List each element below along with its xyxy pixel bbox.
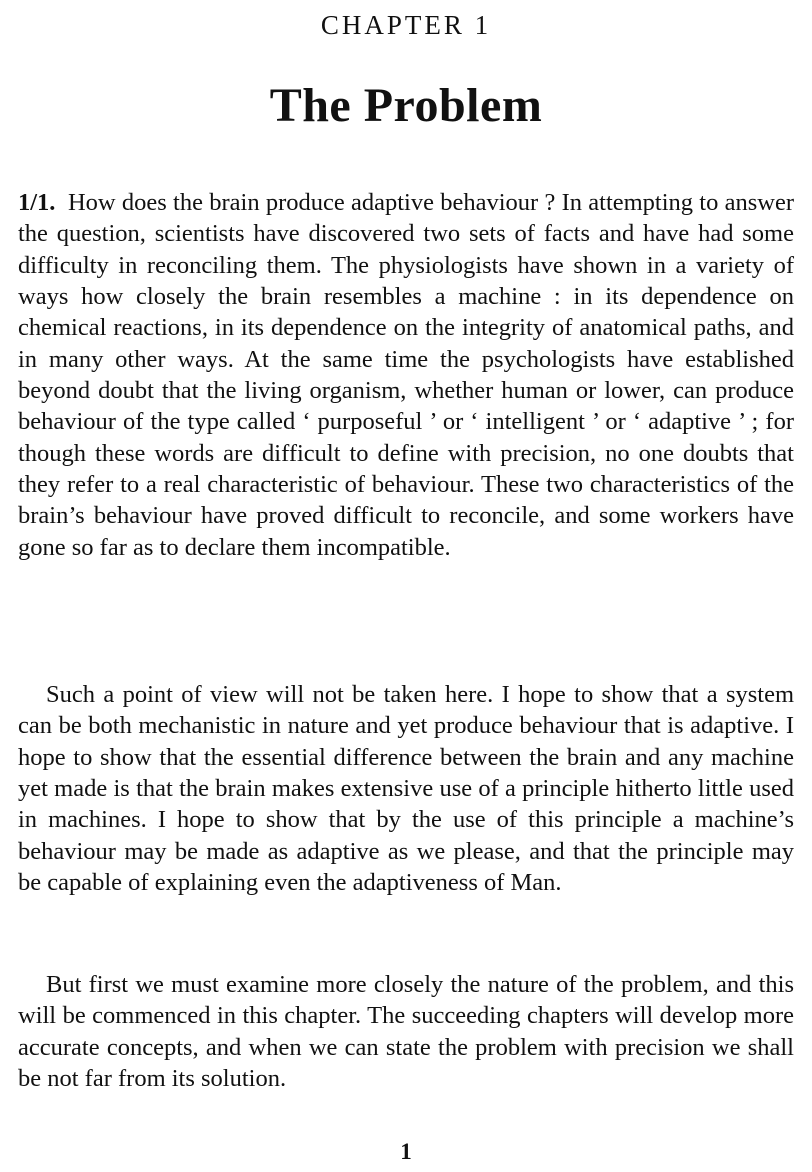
paragraph-1-text: How does the brain produce adaptive behaviour ? In attempting to answer the question, scientists have discovered two sets of facts and have had some difficulty in reconciling them. The physiologists have shown in a variety of ways how closely the brain resembles a machine : in its dependence on chemical reactions, in its dependence on the integrity of anatomical paths, and in many other ways. At the same time the psychologists have established beyond doubt that the living organism, whether human or lower, can produce behaviour of the type called ‘ purposeful ’ or ‘ intelligent ’ or ‘ adaptive ’ ; for though these words are difficult to define with precision, no one doubts that they refer to a real characteristic of behaviour. These two characteristics of the brain’s behaviour have proved difficult to reconcile, and some workers have gone so far as to declare them incompatible. [18, 189, 795, 561]
paragraph-2-text: Such a point of view will not be taken here. I hope to show that a system can be both mechanistic in nature and yet produce behaviour that is adaptive. I hope to show that the essential difference between the brain and any machine yet made is that the brain makes extensive use of a principle hitherto little used in machines. I hope to show that by the use of this principle a machine’s behaviour may be made as adaptive as we please, and that the principle may be capable of explaining even the adaptiveness of Man. [18, 681, 794, 897]
page-number: 1 [400, 1139, 412, 1164]
paragraph-2 [18, 679, 794, 898]
section-number: 1/1. [18, 189, 56, 216]
paragraph-3 [18, 969, 794, 1094]
paragraph-3-text: But first we must examine more closely the nature of the problem, and this will be commenced in this chapter. The succeeding chapters will develop more accurate concepts, and when we can state the problem with precision we shall be not far from its solution. [18, 971, 794, 1093]
paragraph-1 [18, 187, 794, 563]
chapter-label: CHAPTER 1 [320, 10, 492, 40]
chapter-title: The Problem [269, 79, 543, 132]
